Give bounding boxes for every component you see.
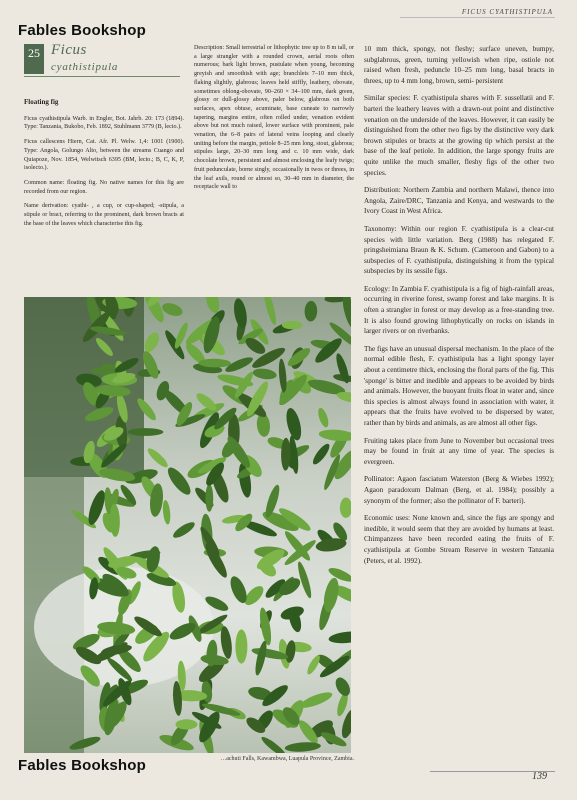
paragraph: Name derivation: cyathi- , a cup, or cup-shaped; -stipula, a stipule or bract, referring to the prominent, dark brown bracts at the base of the leaves which characterise this fig. — [24, 203, 184, 227]
watermark-bottom: Fables Bookshop — [18, 757, 147, 774]
photo-caption: …achuti Falls, Kawambwa, Luapula Province, Zambia. — [220, 756, 354, 762]
species-title-block — [24, 44, 180, 77]
common-name-heading: Floating fig — [24, 98, 59, 106]
text-column-3 — [364, 44, 554, 573]
paragraph: Similar species: F. cyathistipula shares with F. sussellatii and F. barteri the leathery leaves with a drawn-out point and distinctive venation on the underside of the leaves. However, it can easily be distinguished from the other two figs by the distinctive very dark brown stipules or bracts at the growing tip which persist at the base of the leaf petiole. In addition, the large spongy fruits are quite unlike the much smaller, fleshy figs of the other two species. — [364, 94, 554, 177]
page-number: 139 — [532, 771, 547, 782]
paragraph: Taxonomy: Within our region F. cyathistipula is a clear-cut species with little variation. Berg (1988) has relegated F. pringsheimiana Braun & K. Schum. (Cameroon and Gabon) to a subspecies of F. cyathistipula, distinguishing it from the typical subspecies by its sessile figs. — [364, 224, 554, 276]
leaf — [176, 719, 198, 729]
paragraph: The figs have an unusual dispersal mechanism. In the place of the normal edible flesh, F. cyathistipula has a light spongy layer about a centimetre thick, enclosing the floral parts of the fig. This 'sponge' is bitter and inedible and appears to be avoided by birds and animals. However, the buoyant fruits float in water and, since this species is almost always found in association with water, it appears that the fruits have evolved to be dispersed by water, rather than by birds and animals, as are almost all other figs. — [364, 344, 554, 427]
leaf — [282, 321, 303, 329]
paragraph: Description: Small terrestrial or lithophytic tree up to 8 m tall, or a large strangler with a rounded crown, aerial roots often numerous; bark light brown, pustulate when young, becoming greyish and smoothish with age; branchlets 7–10 mm thick, flaking slightly, glabrous; leaves held stiffly, leathery, obovate, sometimes oblong-obovate, 90–260 × 34–100 mm, dark green, glossy or dull-glossy above, paler below, glabrous on both surfaces, apex obtuse, acuminate, base cuneate to narrowly tapering, margins entire, often rolled under, venation evident above but not much raised, lower surface with prominent, pale venation, the 6–8 pairs of lateral veins looping and clearly uniting before the margin, petiole 8–25 mm long, stout, glabrous; stipules large, 20–30 mm long and c. 10 mm wide, dark chocolate brown, persistent and almost enclosing the leafy twigs; fruit pedunculate, borne singly, occasionally in twos or threes, in the leaf axils, round or almost so, 30–40 mm in diameter, the receptacle wall to — [194, 45, 354, 191]
text-column-2 — [194, 44, 354, 198]
species-title: cyathistipula — [51, 61, 119, 73]
paragraph: Fruiting takes place from June to November but occasional trees may be found in fruit at any time of year. The species is evergreen. — [364, 436, 554, 466]
paragraph: Common name: floating fig. No native names for this fig are recorded from our region. — [24, 179, 184, 195]
paragraph: Ecology: In Zambia F. cyathistipula is a fig of high-rainfall areas, occurring in riverine forest, swamp forest and lake margins. It is often a strangler in forest or may develop as a free-standing tree. It is also found growing lithophytically on rocks on islands in larger rivers or on riverbanks. — [364, 284, 554, 336]
genus-title: Ficus — [51, 42, 87, 58]
leaf — [128, 428, 164, 436]
running-head: FICUS CYATHISTIPULA — [461, 8, 553, 16]
watermark-top: Fables Bookshop — [18, 22, 147, 39]
leaf — [235, 629, 247, 663]
paragraph: Economic uses: None known and, since the figs are spongy and inedible, it would seem that they are avoided by humans at least. Chimpanzees have been recorded eating the fruits of F. cyathistipula at Gombe Stream Reserve in western Tanzania (Peters, et al. 1992). — [364, 514, 554, 565]
entry-number-badge: 25 — [24, 44, 44, 74]
foliage-illustration — [24, 297, 351, 753]
paragraph: Ficus callescens Hiern, Cat. Afr. Pl. Welw. 1,4: 1001 (1900). Type: Angola, Golungo Alto, between the streams Cuango and Quiapoze, Nov. 1854, Welwitsch 6395 (BM, lecto.; B, C, K, P, isolecto.). — [24, 139, 184, 172]
header-rule — [400, 17, 555, 18]
paragraph: 10 mm thick, spongy, not fleshy; surface uneven, bumpy, subglabrous, green, turning yellowish when ripe, ostiole not raised when fresh, peduncle 10–25 mm long, basal bracts in threes, up to 4 mm long, brown, semi- persistent — [364, 45, 554, 85]
paragraph: Ficus cyathistipula Warb. in Engler, Bot. Jahrb. 20: 173 (1894). Type: Tanzania, Bukobo, Feb. 1892, Stuhlmann 3779 (B, lecto.). — [24, 115, 184, 131]
fig-tree-photo — [24, 297, 351, 753]
leaf — [205, 484, 213, 512]
paragraph: Pollinator: Agaon fasciatum Waterston (Berg & Wiebes 1992); Agaon paradoxum Dalman (Berg, et al. 1984); possibly a synonym of the former; also the pollinator of F. barteri). — [364, 475, 554, 505]
text-column-1 — [24, 98, 184, 234]
paragraph: Distribution: Northern Zambia and northern Malawi, thence into Angola, Zaire/DRC, Tanzania and Kenya, and westwards to the Ivory Coast in West Africa. — [364, 186, 554, 216]
